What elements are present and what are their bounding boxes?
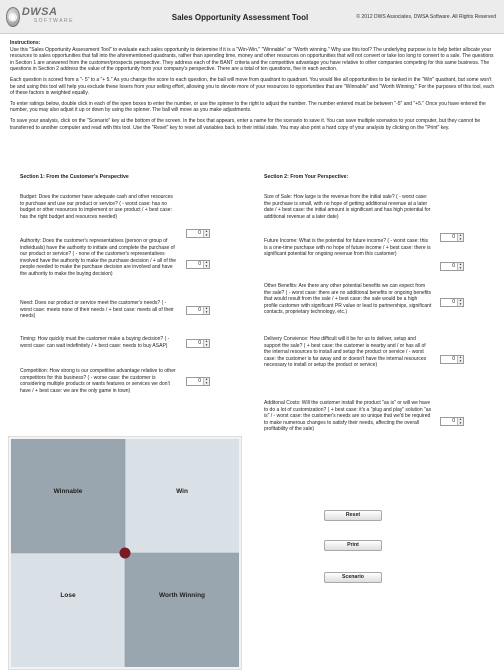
spinner-down-icon[interactable]: ▼ — [205, 342, 208, 347]
instructions-paragraph: Each question is scored from a "- 5" to a "+ 5." As you change the score to each question, the ball will move from quadrant to quadrant. You would like all opportunities to be ranked in the "Win" quadrant, but some won't be and using this tool will help you exclude these losers from your selling effort, allowing you to devote more of your resources to opportunities that are "Winnable" and "Worth Winning." For the purposes of this tool, each of these factors is weighted equally. — [10, 76, 495, 97]
spinner-up-icon[interactable]: ▲ — [205, 377, 208, 381]
quadrant-chart — [8, 436, 242, 670]
question-size-of-sale: Size of Sale: How large is the revenue from the initial sale? ( - worst case: the purchase is small, with no hope of getting additional revenue at a later date / + best case: the initial amount is significant and has high potential for additional revenue at a later date) — [264, 194, 431, 220]
quadrant-winnable — [11, 439, 125, 553]
spinner-down-icon[interactable]: ▼ — [205, 263, 208, 268]
timing-spinner[interactable] — [186, 339, 210, 348]
spinner-value[interactable]: 0 — [198, 378, 201, 384]
spinner-value[interactable]: 0 — [198, 261, 201, 267]
spinner-value[interactable]: 0 — [452, 418, 455, 424]
label-lose: Lose — [60, 592, 76, 599]
instructions-heading: Instructions: — [10, 40, 41, 46]
future-income-spinner[interactable] — [440, 262, 464, 271]
spinner-down-icon[interactable]: ▼ — [205, 232, 208, 237]
spinner-down-icon[interactable]: ▼ — [459, 301, 462, 306]
delivery-convience-spinner[interactable] — [440, 355, 464, 364]
size-of-sale-spinner[interactable] — [440, 233, 464, 242]
spinner-up-icon[interactable]: ▲ — [205, 260, 208, 264]
print-button[interactable]: Print — [324, 540, 382, 551]
question-budget: Budget: Does the customer have adequate cash and other resources to purchase and use our product or service? ( - worst case: has no budget or other resources to implement or use product / + best case: has the right budget and resources needed) — [20, 194, 173, 220]
globe-icon: ◉ — [6, 7, 20, 27]
spinner-value[interactable]: 0 — [452, 299, 455, 305]
label-win: Win — [176, 488, 188, 495]
spinner-value[interactable]: 0 — [452, 263, 455, 269]
spinner-up-icon[interactable]: ▲ — [459, 298, 462, 302]
spinner-up-icon[interactable]: ▲ — [459, 417, 462, 421]
question-other-benefits: Other Benefits: Are there any other potential benefits we can expect from the sale? ( - worst case: there are no additional benefits or ongoing benefits that would result from the sale / + best case: the sale would be a high profile customer with significant PR value or lead to partnerships, significant contacts, proprietary technology, etc.) — [264, 283, 432, 316]
spinner-value[interactable]: 0 — [452, 356, 455, 362]
section2-title: Section 2: From Your Perspective: — [264, 174, 349, 180]
app-header — [0, 0, 504, 34]
spinner-down-icon[interactable]: ▼ — [459, 358, 462, 363]
page-title: Sales Opportunity Assessment Tool — [171, 13, 309, 22]
instructions-paragraph: To enter ratings below, double click in each of the open boxes to enter the number, or use the spinner to the right to adjust the number. The number entered must be between "-5" and "+5." Once you have entered the number, you may also adjust it up or down by using the spinner. The ball will move as you make adjustments. — [10, 100, 486, 114]
copyright-notice: © 2012 DWS Associates, DWSA Software. All Rights Reserved — [356, 14, 496, 20]
question-authority: Authority: Does the customer's representatives (person or group of individuals) have the authority to initiate and complete the purchase of our product or service? ( - none of the customer's representatives involved have the authority to make the purchase decision / + all of the people needed to make the purchase decision are involved and have the authority to make the buying decision) — [20, 238, 177, 277]
section1-title: Section 1: From the Customer's Perspective — [20, 174, 129, 180]
spinner-value[interactable]: 0 — [198, 340, 201, 346]
quadrant-lose — [11, 553, 125, 667]
spinner-up-icon[interactable]: ▲ — [459, 233, 462, 237]
spinner-value[interactable]: 0 — [198, 307, 201, 313]
need-spinner[interactable] — [186, 306, 210, 315]
label-worth-winning: Worth Winning — [158, 592, 206, 599]
spinner-up-icon[interactable]: ▲ — [205, 339, 208, 343]
spinner-value[interactable]: 0 — [452, 234, 455, 240]
logo-sub-text: SOFTWARE — [33, 18, 74, 24]
budget-spinner[interactable] — [186, 229, 210, 238]
other-benefits-spinner[interactable] — [440, 298, 464, 307]
question-competition: Competition: How strong is our competitive advantage relative to other competitors for this business? ( - worse case: the customer is considering multiple products or wants features or services we don't have / + best case: we are the only game in town) — [20, 368, 176, 394]
logo-main-text: DWSA — [21, 6, 58, 18]
spinner-up-icon[interactable]: ▲ — [459, 262, 462, 266]
quadrant-win — [125, 439, 239, 553]
label-winnable: Winnable — [53, 488, 83, 495]
competition-spinner[interactable] — [186, 377, 210, 386]
spinner-value[interactable]: 0 — [198, 230, 201, 236]
authority-spinner[interactable] — [186, 260, 210, 269]
dwsa-logo — [6, 5, 74, 29]
scenario-button[interactable]: Scenario — [324, 572, 382, 583]
quadrant-worth-winning — [125, 553, 239, 667]
score-ball — [120, 548, 131, 559]
instructions-paragraph: To save your analysis, click on the "Scenario" key at the bottom of the screen. In the box that appears, enter a name for the scenario to save it. You can save multiple scenarios to your computer, but they cannot be transferred to another computer and read with this tool. Use the "Reset" key to reset all variables back to their initial state. You may also print a hard copy of your analysis by clicking on the "Print" key. — [10, 117, 481, 131]
spinner-down-icon[interactable]: ▼ — [459, 420, 462, 425]
question-timing: Timing: How quickly must the customer make a buying decision? ( - worst case: can wait indefinitely / + best case: needs to buy ASAP) — [20, 336, 170, 349]
spinner-down-icon[interactable]: ▼ — [205, 309, 208, 314]
reset-button[interactable]: Reset — [324, 510, 382, 521]
additional-costs-spinner[interactable] — [440, 417, 464, 426]
spinner-down-icon[interactable]: ▼ — [459, 236, 462, 241]
question-future-income: Future Income: What is the potential for future income? ( - worst case: this is a one-time purchase with no hope of future income / + best case: there is significant potential for ongoing revenue from this customer) — [264, 238, 431, 258]
question-delivery-convience: Delivery Convience: How difficult will it be for us to deliver, setup and support the sale? ( + best case: the customer is nearby and / or has all of the internal resources to install and setup the product or service / - worst case: the customer is far away and or doesn't have the internal resources necessary to install or setup the product or service) — [264, 336, 427, 369]
spinner-up-icon[interactable]: ▲ — [205, 306, 208, 310]
spinner-down-icon[interactable]: ▼ — [205, 380, 208, 385]
question-need: Need: Does our product or service meet the customer's needs? ( - worst case: meets none of their needs / + best case: meets all of their needs) — [20, 300, 174, 320]
spinner-up-icon[interactable]: ▲ — [205, 229, 208, 233]
instructions-block — [10, 40, 496, 135]
spinner-down-icon[interactable]: ▼ — [459, 265, 462, 270]
question-additional-costs: Additonal Costs: Will the customer install the product "as is" or will we have to do a lot of customization? ( + best case: it's a "plug and play" solution "as is" / - worst case: the customer's needs are so unique that we'd be required to make numerous changes to satisfy their needs, affecting the overall profitability of the sale) — [264, 400, 432, 433]
spinner-up-icon[interactable]: ▲ — [459, 355, 462, 359]
instructions-paragraph: Use this "Sales Opportunity Assessment Tool" to evaluate each sales opportunity to determine if it is a "Win-Win," "Winnable" or "Worth winning." Why use this tool? The underlying purpose is to help better allocate your resources to sales opportunities that fall into the aforementioned quadrants, rather than spending time, money and other resources on opportunities that will not convert or take too long to convert to a sale. The questions in Section 1 are answered from the customer/prospects perspective. They address each of the BANT criteria and the competitive advantage you have relative to other companies competing for this same business. The questions in Section 2 address the value of the opportunity from your company's perspective. There are a total of ten questions, five in each section. — [10, 46, 494, 73]
